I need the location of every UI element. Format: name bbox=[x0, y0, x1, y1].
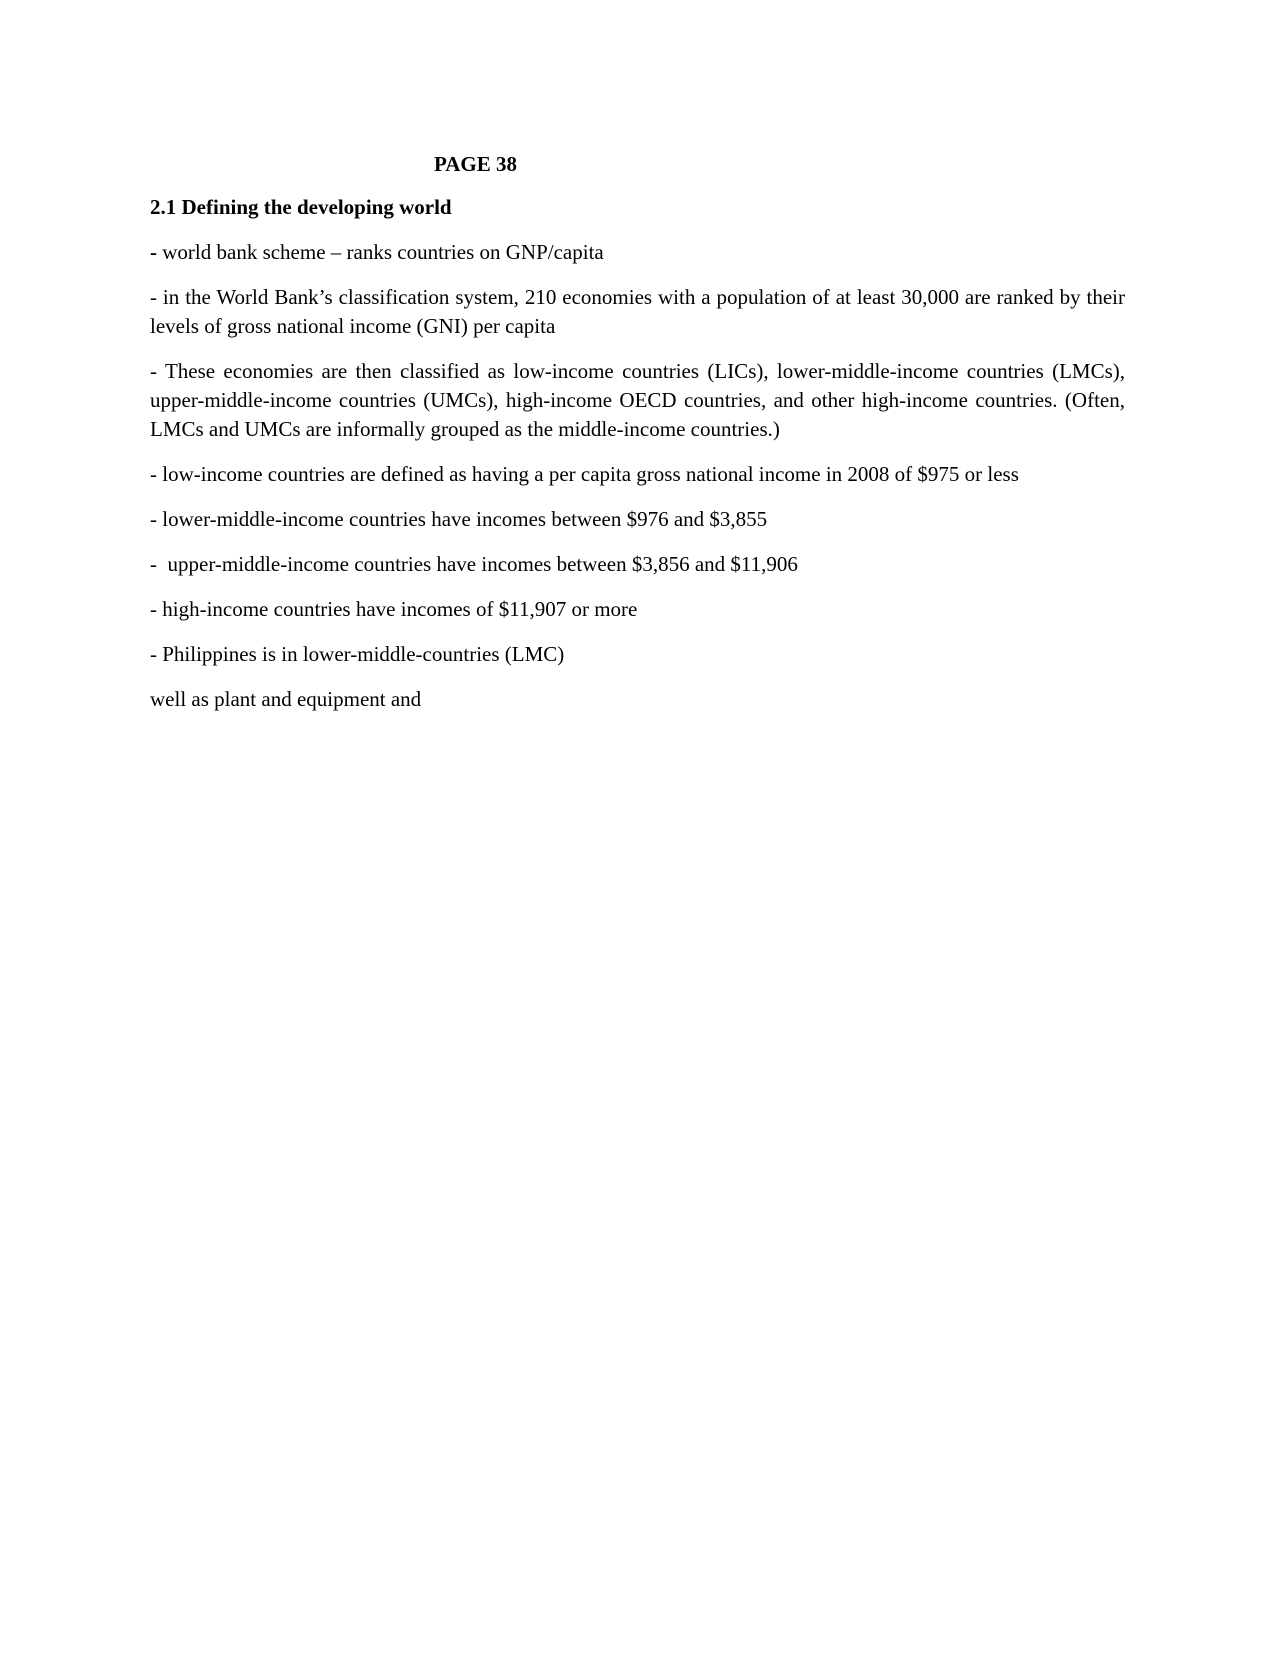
page-number-label: PAGE 38 bbox=[434, 152, 518, 176]
paragraph-upper-middle-income: - upper-middle-income countries have incomes between $3,856 and $11,906 bbox=[150, 552, 798, 576]
paragraph-philippines: - Philippines is in lower-middle-countries (LMC) bbox=[150, 642, 565, 666]
paragraph-gnp-scheme bbox=[150, 238, 1125, 267]
section-heading: 2.1 Defining the developing world bbox=[150, 195, 452, 219]
bullet-dash: - bbox=[150, 240, 157, 264]
paragraph-text: world bank scheme – ranks countries on GNP/capita bbox=[157, 240, 604, 264]
page-content bbox=[150, 150, 1125, 730]
paragraph-fragment: well as plant and equipment and bbox=[150, 687, 422, 711]
paragraph-lower-middle-income: - lower-middle-income countries have incomes between $976 and $3,855 bbox=[150, 507, 768, 531]
paragraph-low-income: - low-income countries are defined as having a per capita gross national income in 2008 of $975 or less bbox=[150, 462, 1019, 486]
paragraph-income-classes: - These economies are then classified as low-income countries (LICs), lower-middle-income countries (LMCs), upper-middle-income countries (UMCs), high-income OECD countries, and other high-income countries. (Often, LMCs and UMCs are informally grouped as the middle-income countries.) bbox=[150, 359, 1125, 441]
paragraph-classification-system: - in the World Bank’s classification system, 210 economies with a population of at least 30,000 are ranked by their levels of gross national income (GNI) per capita bbox=[150, 285, 1125, 338]
paragraph-high-income: - high-income countries have incomes of $11,907 or more bbox=[150, 597, 638, 621]
